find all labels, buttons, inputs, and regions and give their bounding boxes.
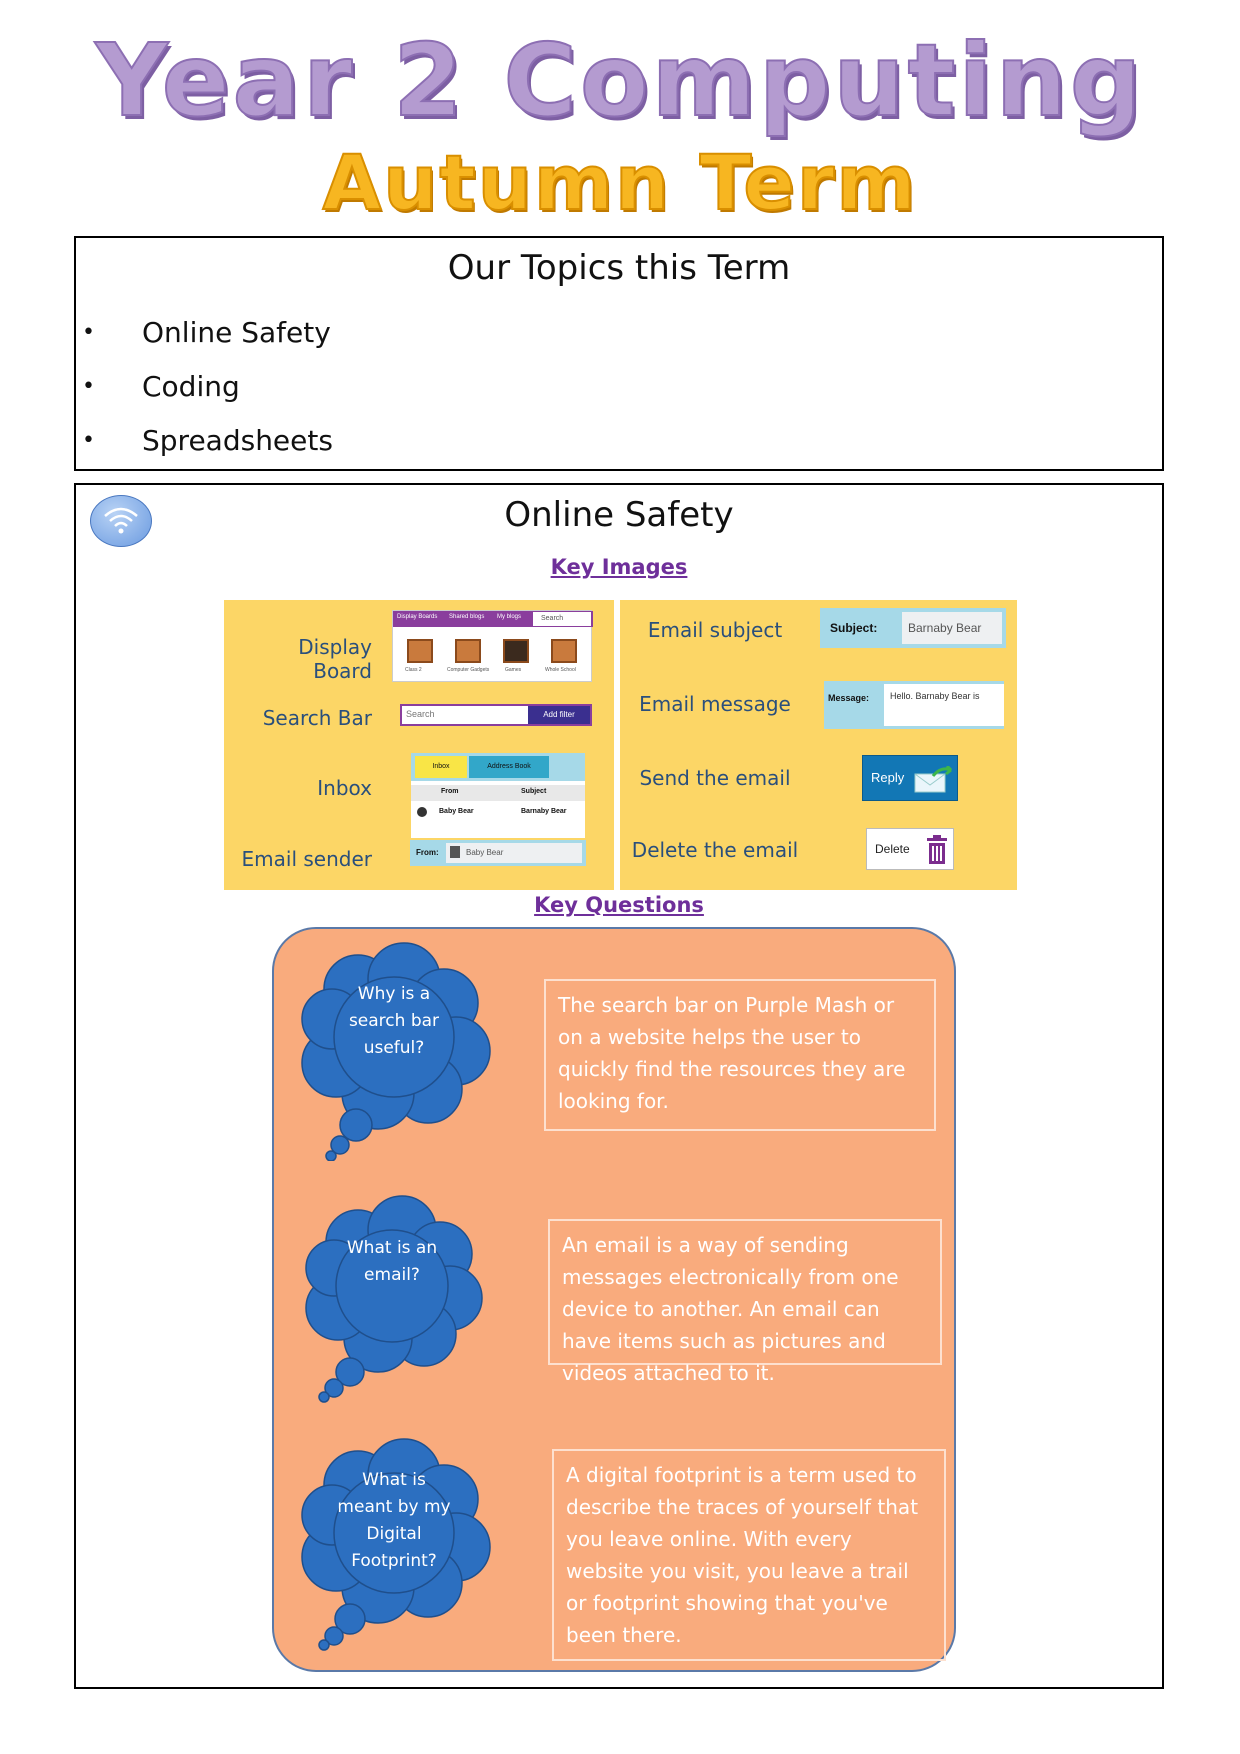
avatar: [417, 807, 427, 817]
thought-cloud: [294, 1194, 494, 1404]
email-sender-image: From: Baby Bear: [410, 840, 586, 866]
page-subtitle: Autumn Term: [322, 138, 918, 227]
email-message-image: Message: Hello. Barnaby Bear is: [824, 681, 1004, 729]
label-display-board: Display Board: [298, 635, 372, 683]
online-safety-heading: Online Safety: [504, 495, 734, 535]
display-board-image: Display Boards Shared blogs My blogs Search Class 2 Computer Gadgets Games Whole School: [392, 610, 592, 682]
avatar: [450, 846, 460, 858]
page-title: Year 2 Computing: [95, 22, 1145, 139]
topic-item: • Spreadsheets: [76, 414, 333, 468]
label-email-sender: Email sender: [241, 847, 372, 871]
topic-item: • Online Safety: [76, 306, 333, 360]
label-search-bar: Search Bar: [262, 706, 372, 730]
topic-item: • Coding: [76, 360, 333, 414]
topics-heading: Our Topics this Term: [447, 248, 791, 288]
add-filter-button: Add filter: [528, 706, 590, 724]
reply-button[interactable]: Reply: [862, 755, 958, 801]
label-email-message: Email message: [639, 692, 791, 716]
question-text: Why is a search bar useful?: [348, 984, 440, 1058]
online-safety-box: [74, 483, 1164, 1689]
label-delete-email: Delete the email: [631, 838, 799, 862]
answer-box: The search bar on Purple Mash or on a website helps the user to quickly find the resources they are looking for.: [544, 979, 936, 1131]
search-bar-image: [400, 704, 592, 726]
inbox-image: Inbox Address Book From Subject Baby Bear Barnaby Bear: [411, 753, 585, 838]
trash-icon: [925, 835, 949, 865]
question-text: What is an email?: [346, 1238, 438, 1285]
key-questions-area: [272, 927, 956, 1672]
envelope-icon: [913, 766, 953, 794]
key-questions-heading: Key Questions: [534, 893, 704, 917]
question-text: What is meant by my Digital Footprint?: [337, 1470, 451, 1571]
topics-box: [74, 236, 1164, 471]
label-send-email: Send the email: [639, 766, 791, 790]
label-inbox: Inbox: [317, 776, 372, 800]
answer-box: A digital footprint is a term used to describe the traces of yourself that you leave online. With every website you visit, you leave a trail or footprint showing that you've been there.: [552, 1449, 946, 1661]
search-icon: Search: [406, 709, 435, 719]
key-images-left-panel: [224, 600, 614, 890]
delete-button[interactable]: Delete: [866, 828, 954, 870]
label-email-subject: Email subject: [647, 618, 783, 642]
answer-box: An email is a way of sending messages electronically from one device to another. An email can have items such as pictures and videos attached to it.: [548, 1219, 942, 1365]
key-images-heading: Key Images: [550, 555, 688, 579]
search-icon: Search: [533, 612, 591, 626]
key-images-right-panel: [620, 600, 1017, 890]
topics-list: [76, 306, 333, 468]
email-subject-image: Subject: Barnaby Bear: [820, 608, 1006, 648]
